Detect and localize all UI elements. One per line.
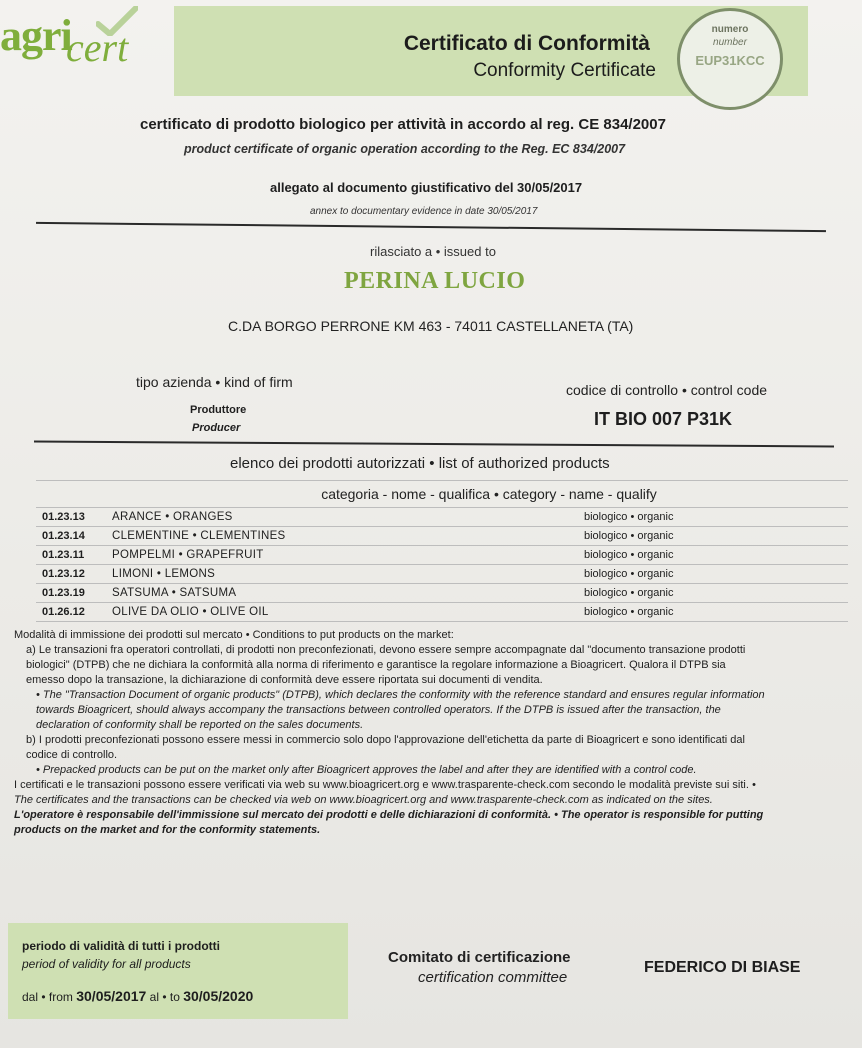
heading-annex-it: allegato al documento giustificativo del 30/05/2017 [270,180,583,195]
product-code: 01.23.19 [36,584,106,603]
firm-type-en: Producer [192,422,241,434]
product-code: 01.23.13 [36,508,106,527]
holder-name: PERINA LUCIO [344,268,526,294]
control-code-label: codice di controllo • control code [566,382,768,398]
committee-label-it: Comitato di certificazione [388,949,571,966]
firm-type-it: Produttore [190,404,247,416]
heading-cert-it: certificato di prodotto biologico per attività in accordo al reg. CE 834/2007 [140,116,666,133]
heading-annex-en: annex to documentary evidence in date 30/05/2017 [310,206,538,217]
table-row [36,508,848,527]
validity-box [8,923,348,1019]
verification-it-text: I certificati e le transazioni possono essere verificati via web su www.bioagricert.org e www.trasparente-check.com secondo le modalità previste sui siti. [14,779,749,791]
product-qualify: biologico • organic [578,565,848,584]
product-qualify: biologico • organic [578,603,848,622]
validity-dates [22,988,253,1004]
condition-b-it: b) I prodotti preconfezionati possono essere messi in commercio solo dopo l'approvazione dell'etichetta da parte di Bioagricert e sono identificati dal codice di controllo. [26,734,745,761]
table-header: categoria - nome - qualifica • category - name - qualify [36,481,848,508]
issued-to-label: rilasciato a • issued to [370,244,496,259]
validity-label-it: periodo di validità di tutti i prodotti [22,939,220,953]
table-row [36,565,848,584]
responsibility-statement: L'operatore è responsabile dell'immissione sul mercato dei prodotti e delle dichiarazioni di conformità. • The operator is responsible for putting products on the market and for the conformity statements. [14,809,764,836]
product-qualify: biologico • organic [578,546,848,565]
condition-b-en: • Prepacked products can be put on the market only after Bioagricert approves the label and after they are identified with a control code. [36,764,697,776]
table-row [36,603,848,622]
certificate-number-seal [677,8,783,110]
holder-address: C.DA BORGO PERRONE KM 463 - 74011 CASTELLANETA (TA) [228,318,634,334]
divider [34,441,834,448]
control-code: IT BIO 007 P31K [594,409,733,429]
from-label: dal • from [22,990,73,1004]
condition-a-en: • The "Transaction Document of organic products" (DTPB), which declares the conformity with the reference standard and ensures regular information towards Bioagricert, should always accompany the transactions between controlled operators. If the DTPB is issued after the transaction, the declaration of conformity shall be reported on the sales documents. [36,689,765,731]
seal-label-en: number [713,37,747,48]
product-name: LIMONI • LEMONS [106,565,578,584]
product-code: 01.23.12 [36,565,106,584]
product-qualify: biologico • organic [578,584,848,603]
to-date: 30/05/2020 [183,988,254,1004]
to-label: al • to [149,990,180,1004]
product-name: POMPELMI • GRAPEFRUIT [106,546,578,565]
table-row [36,527,848,546]
logo-text-agri: agri [0,11,72,60]
divider [36,222,826,232]
table-header-row [36,481,848,508]
checkmark-icon [96,6,138,36]
table-row [36,546,848,565]
product-name: SATSUMA • SATSUMA [106,584,578,603]
signer-name: FEDERICO DI BIASE [644,959,801,976]
product-qualify: biologico • organic [578,508,848,527]
product-code: 01.23.14 [36,527,106,546]
product-name: ARANCE • ORANGES [106,508,578,527]
products-table [36,480,848,622]
from-date: 30/05/2017 [76,988,147,1004]
product-qualify: biologico • organic [578,527,848,546]
product-code: 01.23.11 [36,546,106,565]
table-row [36,584,848,603]
heading-cert-en: product certificate of organic operation according to the Reg. EC 834/2007 [184,142,626,156]
agricert-logo [0,6,175,76]
verification-en-text: • The certificates and the transactions can be checked via web on www.bioagricert.org and www.trasparente-check.com as indicated on the sites. [14,779,756,806]
products-title: elenco dei prodotti autorizzati • list of authorized products [230,455,610,472]
product-code: 01.26.12 [36,603,106,622]
logo-text-cert: cert [66,25,129,70]
committee-label-en: certification committee [418,969,568,986]
conditions-section [14,628,766,838]
product-name: OLIVE DA OLIO • OLIVE OIL [106,603,578,622]
validity-label-en: period of validity for all products [22,957,191,971]
title-en: Conformity Certificate [473,60,656,81]
condition-a-it: a) Le transazioni fra operatori controllati, di prodotti non preconfezionati, devono essere sempre accompagnate dal "documento transazione prodotti biologici" (DTPB) che ne dichiara la conformità alla norma di riferimento e garantisce la regolare informazione a Bioagricert. Qualora il DTPB sia emesso dopo la transazione, la dichiarazione di conformità deve essere riportata sui documenti di vendita. [26,644,746,686]
product-name: CLEMENTINE • CLEMENTINES [106,527,578,546]
title-it: Certificato di Conformità [403,32,650,55]
seal-label-it: numero [711,24,749,35]
firm-type-label: tipo azienda • kind of firm [136,374,293,390]
verification-it [14,778,766,808]
conditions-title: Modalità di immissione dei prodotti sul mercato • Conditions to put products on the market: [14,629,454,641]
certificate-number: EUP31KCC [695,53,765,68]
